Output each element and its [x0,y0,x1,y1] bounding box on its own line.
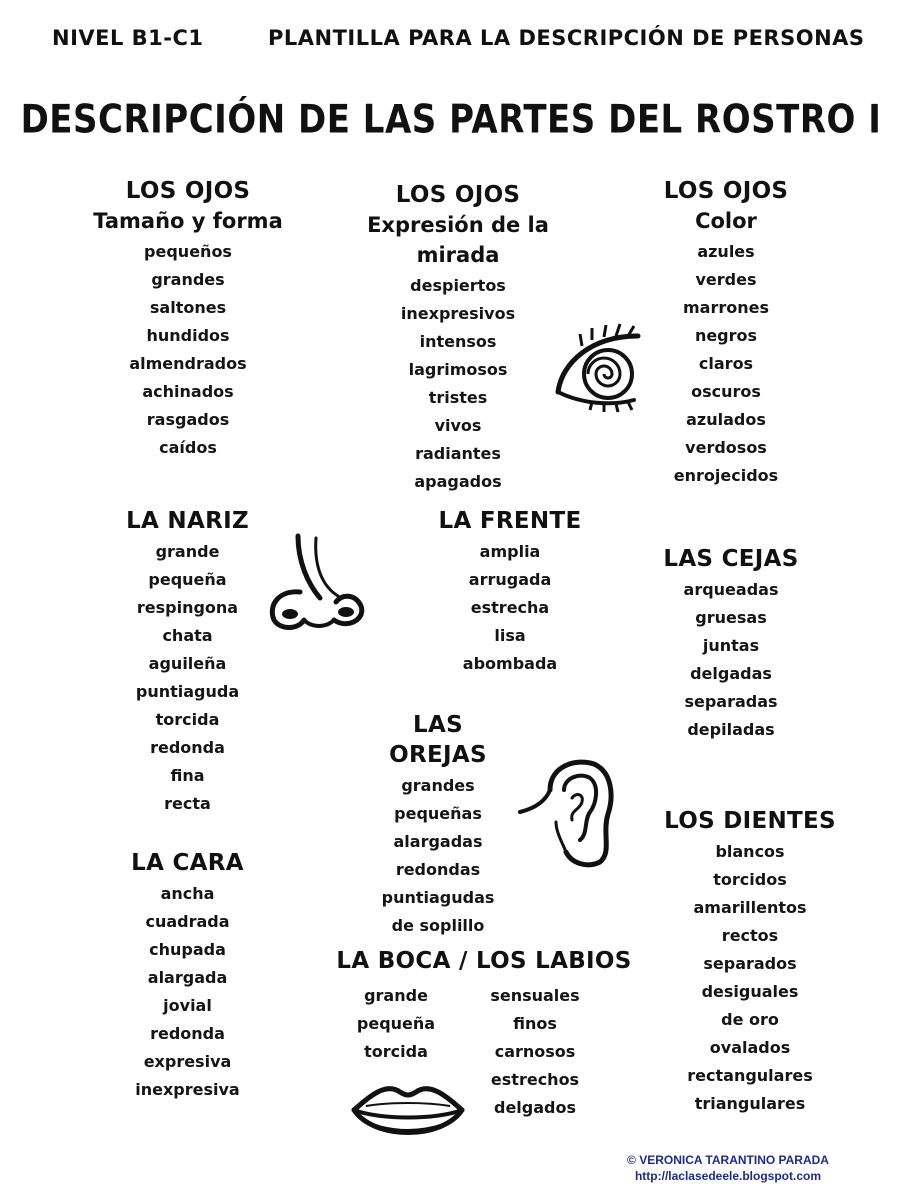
section-heading: LAS CEJAS [663,546,799,572]
section-heading: LOS OJOS [395,182,521,208]
list-item: verdes [695,270,757,289]
level-label: NIVEL B1-C1 [52,26,204,50]
nose-icon [264,532,368,636]
list-item: expresiva [143,1052,232,1071]
list-item: pequeños [144,242,232,261]
section-subheading: Tamaño y forma [93,209,283,233]
word-list [100,538,275,818]
section-heading: LOS OJOS [663,178,789,204]
template-label: PLANTILLA PARA LA DESCRIPCIÓN DE PERSONAS [268,26,865,50]
list-item: arqueadas [683,580,779,599]
section-subheading: Color [695,209,757,233]
section-cara [100,848,275,1104]
list-item: separados [703,954,797,973]
word-list [100,880,275,1104]
section-heading: LA NARIZ [126,508,249,534]
section-nariz [100,506,275,818]
list-item: ovalados [709,1038,791,1057]
lips-icon [350,1076,466,1146]
list-item: ancha [160,884,215,903]
list-item: tristes [428,388,488,407]
list-item: estrecha [470,598,550,617]
section-subheading: Expresión de la mirada [367,213,549,267]
list-item: torcidos [713,870,787,889]
credit [598,1152,858,1184]
section-frente [420,506,600,678]
list-item: grande [155,542,220,561]
list-item: redondas [395,860,481,879]
list-item: torcida [155,710,220,729]
list-item: negros [694,326,758,345]
section-heading: LOS DIENTES [664,808,836,834]
list-item: separadas [684,692,778,711]
section-dientes [660,806,840,1118]
word-list [650,238,802,490]
credit-url[interactable]: http://laclasedeele.blogspot.com [634,1169,822,1183]
list-item: grande [364,986,428,1005]
list-item: juntas [702,636,760,655]
list-item: carnosos [494,1042,576,1061]
list-item: hundidos [146,326,230,345]
list-item: de oro [721,1010,779,1029]
eye-icon [552,322,648,412]
list-item: amarillentos [693,898,807,917]
list-item: pequeñas [394,804,482,823]
list-item: abombada [462,654,558,673]
section-ojos-color [650,176,802,490]
word-list [330,272,586,496]
list-item: azulados [686,410,766,429]
list-item: grandes [151,270,225,289]
list-item: lagrimosos [408,360,508,379]
word-list [482,982,588,1122]
section-heading: LA FRENTE [438,508,582,534]
credit-author: © VERONICA TARANTINO PARADA [627,1153,829,1167]
list-item: respingona [136,598,239,617]
list-item: oscuros [691,382,761,401]
list-item: inexpresiva [135,1080,240,1099]
list-item: torcida [364,1042,428,1061]
list-item: aguileña [148,654,227,673]
list-item: desiguales [701,982,799,1001]
list-item: rectangulares [687,1066,813,1085]
list-item: intensos [419,332,497,351]
section-heading: LOS OJOS [125,178,251,204]
section-heading: LA BOCA / LOS LABIOS [336,948,632,974]
section-heading: LAS OREJAS [389,712,487,768]
list-item: saltones [149,298,227,317]
list-item: radiantes [415,444,501,463]
list-item: chata [162,626,213,645]
section-orejas [362,710,514,940]
list-item: depiladas [687,720,775,739]
list-item: rasgados [146,410,230,429]
list-item: puntiagudas [381,888,495,907]
list-item: redonda [150,1024,225,1043]
list-item: inexpresivos [400,304,516,323]
list-item: despiertos [410,276,506,295]
list-item: fina [170,766,205,785]
list-item: finos [513,1014,557,1033]
list-item: triangulares [694,1094,806,1113]
list-item: alargadas [393,832,483,851]
section-ojos-expresion [330,180,586,496]
list-item: estrechos [490,1070,580,1089]
list-item: pequeña [148,570,227,589]
section-heading: LA CARA [131,850,244,876]
list-item: alargada [147,968,228,987]
word-list [346,982,446,1066]
list-item: gruesas [695,608,767,627]
list-item: blancos [715,842,785,861]
list-item: amplia [479,542,541,561]
list-item: azules [697,242,755,261]
word-list [88,238,288,462]
list-item: jovial [163,996,212,1015]
list-item: vivos [434,416,482,435]
word-list [656,576,806,744]
list-item: achinados [142,382,234,401]
list-item: redonda [150,738,225,757]
word-list [660,838,840,1118]
section-ojos-tamano [88,176,288,462]
list-item: delgados [493,1098,576,1117]
list-item: sensuales [490,986,580,1005]
word-list [420,538,600,678]
ear-icon [516,756,620,868]
list-item: de soplillo [391,916,485,935]
list-item: puntiaguda [135,682,240,701]
list-item: marrones [682,298,769,317]
list-item: arrugada [468,570,552,589]
list-item: delgadas [690,664,772,683]
list-item: almendrados [129,354,247,373]
list-item: rectos [721,926,779,945]
page-title: DESCRIPCIÓN DE LAS PARTES DEL ROSTRO I [20,97,882,143]
list-item: recta [164,794,211,813]
boca-list-left [346,980,446,1066]
list-item: grandes [401,776,475,795]
section-cejas [656,544,806,744]
list-item: chupada [149,940,226,959]
boca-list-right [482,980,588,1122]
list-item: cuadrada [145,912,230,931]
list-item: enrojecidos [673,466,779,485]
section-boca [336,946,632,976]
list-item: verdosos [685,438,767,457]
list-item: claros [698,354,754,373]
list-item: caídos [159,438,217,457]
list-item: lisa [494,626,526,645]
list-item: apagados [414,472,502,491]
word-list [362,772,514,940]
list-item: pequeña [356,1014,436,1033]
